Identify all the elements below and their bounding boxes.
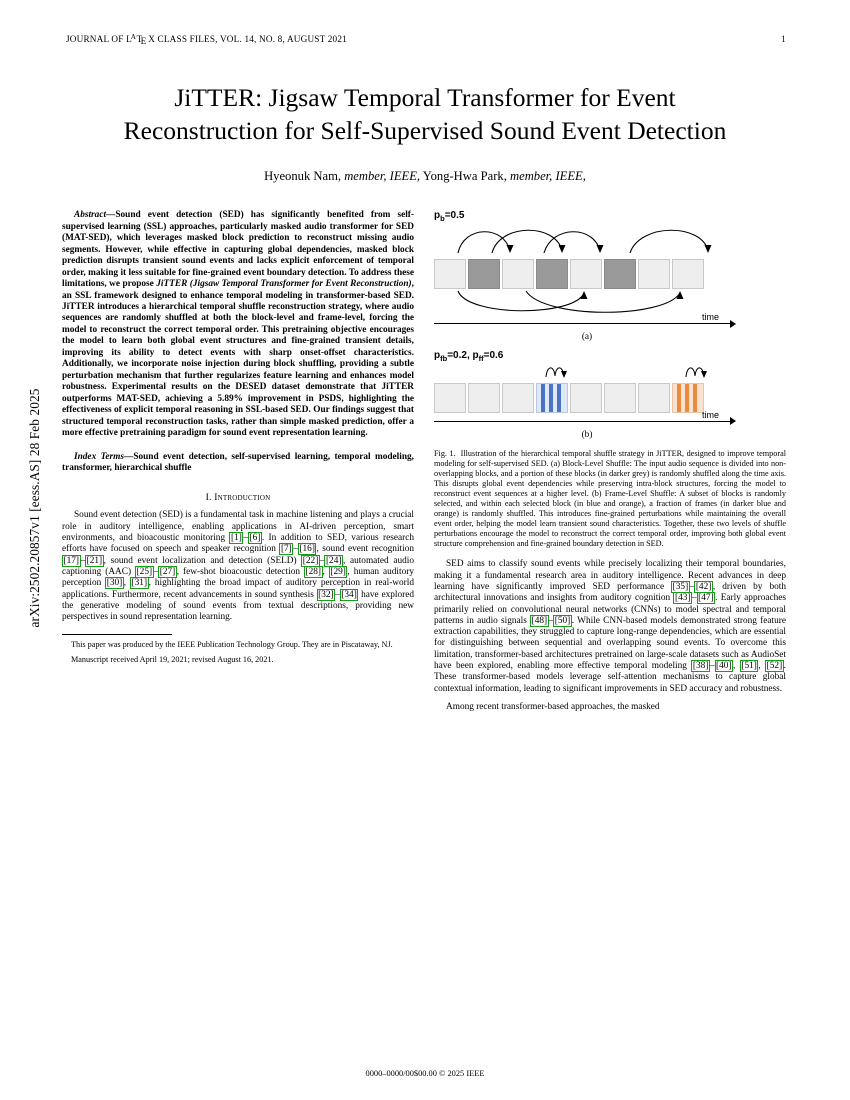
right-paragraph-1: SED aims to classify sound events while precisely localizing their temporal boundaries, making it a fundamental research area in auditory intelligence. Recent advances in deep learning have significantly improved SED performance [35] – [42] , driven by both architectural innovations and insights from auditory cognition [43] – [47] . Early approaches primarily relied on convolutional neural networks (CNNs) to model spectral and temporal patterns in audio signals [48] – [50] . While CNN-based models demonstrated strong feature extraction capabilities, they struggled to capture long-range dependencies, which are essential for distinguishing between sequential and overlapping sound events. To overcome this limitation, transformer-based architectures pretrained on large-scale datasets such as AudioSet have been explored, enabling more effective temporal modeling [38] – [40] , [51] , [52] . These transformer-based models leverage self-attention mechanisms to capture global contextual information, leading to significant improvements in SED accuracy and robustness. <box>434 559 786 694</box>
panel-b-block <box>502 383 534 413</box>
panel-a-param-sub: b <box>440 214 445 224</box>
body-columns <box>62 210 788 713</box>
latex-logo: $L^ATE$ X <box>126 33 156 46</box>
right-column <box>434 210 786 713</box>
panel-b-block <box>570 383 602 413</box>
citation-link[interactable]: [38] <box>692 661 709 672</box>
citation-link[interactable]: [21] <box>86 555 103 566</box>
author-2-role: member, IEEE, <box>510 169 586 184</box>
arxiv-stamp: arXiv:2502.20857v1 [eess.AS] 28 Feb 2025 <box>27 388 42 628</box>
citation-link[interactable]: [27] <box>159 566 176 577</box>
citation-link[interactable]: [42] <box>695 581 712 592</box>
panel-b-param-2-sub: ff <box>478 353 484 363</box>
running-head <box>66 34 786 44</box>
panel-a-axis-line <box>434 323 732 324</box>
panel-a-block-row <box>434 259 786 289</box>
citation-link[interactable]: [51] <box>741 661 757 672</box>
right-paragraph-2: Among recent transformer-based approaches, the masked <box>446 702 660 713</box>
panel-a-block <box>672 259 704 289</box>
citation-link[interactable]: [29] <box>330 566 346 577</box>
citation-link[interactable]: [24] <box>325 555 342 566</box>
citation-link[interactable]: [22] <box>302 555 319 566</box>
footnote-2: Manuscript received April 19, 2021; revised August 16, 2021. <box>71 654 274 664</box>
citation-link[interactable]: [28] <box>305 566 322 577</box>
panel-b-param-1-value: =0.2, <box>447 349 473 361</box>
panel-b-letter: (b) <box>581 429 593 440</box>
panel-b-param-1-sub: fb <box>440 353 448 363</box>
citation-link[interactable]: [1] <box>230 532 242 543</box>
citation-link[interactable]: [43] <box>674 593 691 604</box>
panel-a-block <box>468 259 500 289</box>
citation-link[interactable]: [7] <box>280 544 292 555</box>
citation-link[interactable]: [40] <box>716 661 732 672</box>
author-1-role: member, IEEE, <box>344 169 421 184</box>
citation-link[interactable]: [34] <box>341 589 357 600</box>
panel-a-block <box>570 259 602 289</box>
citation-link[interactable]: [16] <box>299 544 315 555</box>
panel-a-letter: (a) <box>581 332 593 343</box>
panel-b-arcs-top <box>434 363 740 379</box>
citation-link[interactable]: [6] <box>249 532 261 543</box>
panel-b-axis-line <box>434 421 732 422</box>
panel-b-block-row <box>434 383 786 413</box>
panel-a-param-name: p <box>434 210 441 222</box>
abstract-text-1: Sound event detection (SED) has significantly benefited from self-supervised learning (SSL) approaches, particularly masked audio transformer for SED (MAT-SED), which leverages masked block prediction to reconstruct missing audio segments. However, while effective in capturing global dependencies, masked block prediction disrupts transient sound events and lacks explicit enforcement of temporal order, making it less suitable for fine-grained event boundary detection. To address these limitations, we propose <box>62 210 414 290</box>
panel-a-param-value: =0.5 <box>444 210 465 222</box>
panel-b-block-shuffled-blue <box>536 383 568 413</box>
panel-a-block <box>502 259 534 289</box>
abstract-emph: JiTTER (Jigsaw Temporal Transformer for Event Reconstruction) <box>156 279 412 290</box>
panel-a-axis-arrow <box>730 320 736 328</box>
panel-a-time-axis <box>434 312 786 331</box>
frame <box>697 384 701 412</box>
panel-a-block <box>604 259 636 289</box>
citation-link[interactable]: [30] <box>106 578 123 589</box>
author-list <box>98 169 752 184</box>
panel-b-block <box>468 383 500 413</box>
citation-link[interactable]: [25] <box>136 566 153 577</box>
panel-b-axis-arrow <box>730 417 736 425</box>
panel-b-block <box>604 383 636 413</box>
section-title-introduction: I. Introduction <box>205 491 271 503</box>
citation-link[interactable]: [17] <box>63 555 79 566</box>
figure-caption <box>434 449 786 549</box>
panel-b-param-1-name: p <box>434 349 441 361</box>
running-head-prefix: JOURNAL OF <box>66 34 127 44</box>
panel-a-block <box>536 259 568 289</box>
copyright-line: 0000–0000/00$00.00 © 2025 IEEE <box>365 1069 485 1078</box>
citation-link[interactable]: [48] <box>531 615 548 626</box>
panel-b-param-2-value: =0.6 <box>483 349 504 361</box>
panel-b-block <box>434 383 466 413</box>
running-head-suffix: CLASS FILES, VOL. 14, NO. 8, AUGUST 2021 <box>155 34 347 44</box>
citation-link[interactable]: [52] <box>766 661 783 672</box>
figure-number: Fig. 1. <box>434 449 456 459</box>
index-terms <box>62 452 414 475</box>
index-terms-text: Sound event detection, self-supervised learning, temporal modeling, transformer, hierarchical shuffle <box>62 451 414 474</box>
panel-b-time-label: time <box>702 409 720 420</box>
footnote-1: This paper was produced by the IEEE Publication Technology Group. They are in Piscataway, NJ. <box>71 639 393 649</box>
abstract-lead: Abstract— <box>74 210 116 221</box>
panel-a-arcs-bottom <box>434 289 740 315</box>
running-head-left <box>66 34 347 44</box>
panel-b-param-2-name: p <box>472 349 479 361</box>
author-1-name: Hyeonuk Nam, <box>264 169 342 184</box>
panel-a-time-label: time <box>702 312 720 323</box>
panel-b-block-shuffled-orange <box>672 383 704 413</box>
figure-panel-a <box>434 210 786 343</box>
citation-link[interactable]: [31] <box>131 578 148 589</box>
panel-a-param <box>434 210 786 223</box>
panel-a-arcs-top <box>434 223 740 255</box>
figure-panel-b <box>434 350 786 441</box>
page-title: JiTTER: Jigsaw Temporal Transformer for Event Reconstruction for Self-Supervised Sound Event Detection <box>123 83 727 145</box>
footnote-divider <box>62 634 172 635</box>
citation-link[interactable]: [50] <box>554 615 571 626</box>
title-block <box>62 82 788 184</box>
panel-a-block <box>638 259 670 289</box>
intro-paragraph-1: Sound event detection (SED) is a fundamental task in machine listening and plays a crucial role in auditory intelligence, enabling applications in AI-driven perception, smart environments, and bioacoustic monitoring [1] – [6] . In addition to SED, various research efforts have focused on speech and speaker recognition [7] – [16] , sound event recognition [17] – [21] , sound event localization and detection (SELD) [22] – [24] , automated audio captioning (AAC) [25] – [27] , few-shot bioacoustic detection [28] , [29] , human auditory perception [30] , [31] , highlighting the broad impact of auditory perception in real-world applications. Furthermore, recent advancements in sound synthesis [32] – [34] have explored the generative modeling of sound events from textual descriptions, providing new perspectives in sound representation learning. <box>62 510 415 623</box>
panel-b-block <box>638 383 670 413</box>
panel-b-params <box>434 350 786 363</box>
page-number: 1 <box>781 34 786 44</box>
left-column <box>62 210 414 713</box>
abstract-text-2: , an SSL framework designed to enhance temporal modeling in transformer-based SED. JiTTER introduces a hierarchical temporal shuffle reconstruction strategy, where audio sequences are randomly shuffled at both the block-level and frame-level, forcing the model to reconstruct the correct temporal order. This pretraining objective encourages the model to learn both global event structures and fine-grained transient details, improving its ability to detect events with sharp onset-offset characteristics. Additionally, we incorporate noise injection during block shuffling, providing a subtle perturbation mechanism that further regularizes feature learning and enhances model robustness. Experimental results on the DESED dataset demonstrate that JiTTER outperforms MAT-SED, achieving a 5.89% improvement in PSDS, highlighting the effectiveness of explicit temporal reasoning in SSL-based SED. Our findings suggest that structured temporal reconstruction tasks, rather than simple masked prediction, offer a more effective pretraining paradigm for sound event representation learning. <box>62 279 414 439</box>
figure-caption-text: Illustration of the hierarchical temporal shuffle strategy in JiTTER, designed to improve temporal modeling for self-supervised SED. (a) Block-Level Shuffle: The input audio sequence is divided into non-overlapping blocks, and a portion of these blocks (in darker grey) is randomly shuffled along the time axis. This disrupts global event dependencies while preserving intra-block structures, forcing the model to reconstruct event sequences at a higher level. (b) Frame-Level Shuffle: A subset of blocks is randomly selected, and within each selected block (in blue and orange), a fraction of frames (in darker blue and orange) is randomly shuffled. This introduces fine-grained perturbations while maintaining the overall event order, helping the model learn transient sound characteristics. Together, these two levels of shuffle perturbations encourage the model to reconstruct the correct temporal order, improving both global event structure comprehension and fine-grained boundary detection in SED. <box>434 449 786 549</box>
panel-b-time-axis <box>434 409 786 429</box>
index-terms-lead: Index Terms— <box>74 451 134 462</box>
citation-link[interactable]: [32] <box>318 589 334 600</box>
author-2-name: Yong-Hwa Park, <box>422 169 507 184</box>
abstract <box>62 210 414 439</box>
citation-link[interactable]: [47] <box>698 593 714 604</box>
figure-1 <box>434 210 786 549</box>
panel-a-block <box>434 259 466 289</box>
frame <box>561 384 565 412</box>
citation-link[interactable]: [35] <box>672 581 689 592</box>
